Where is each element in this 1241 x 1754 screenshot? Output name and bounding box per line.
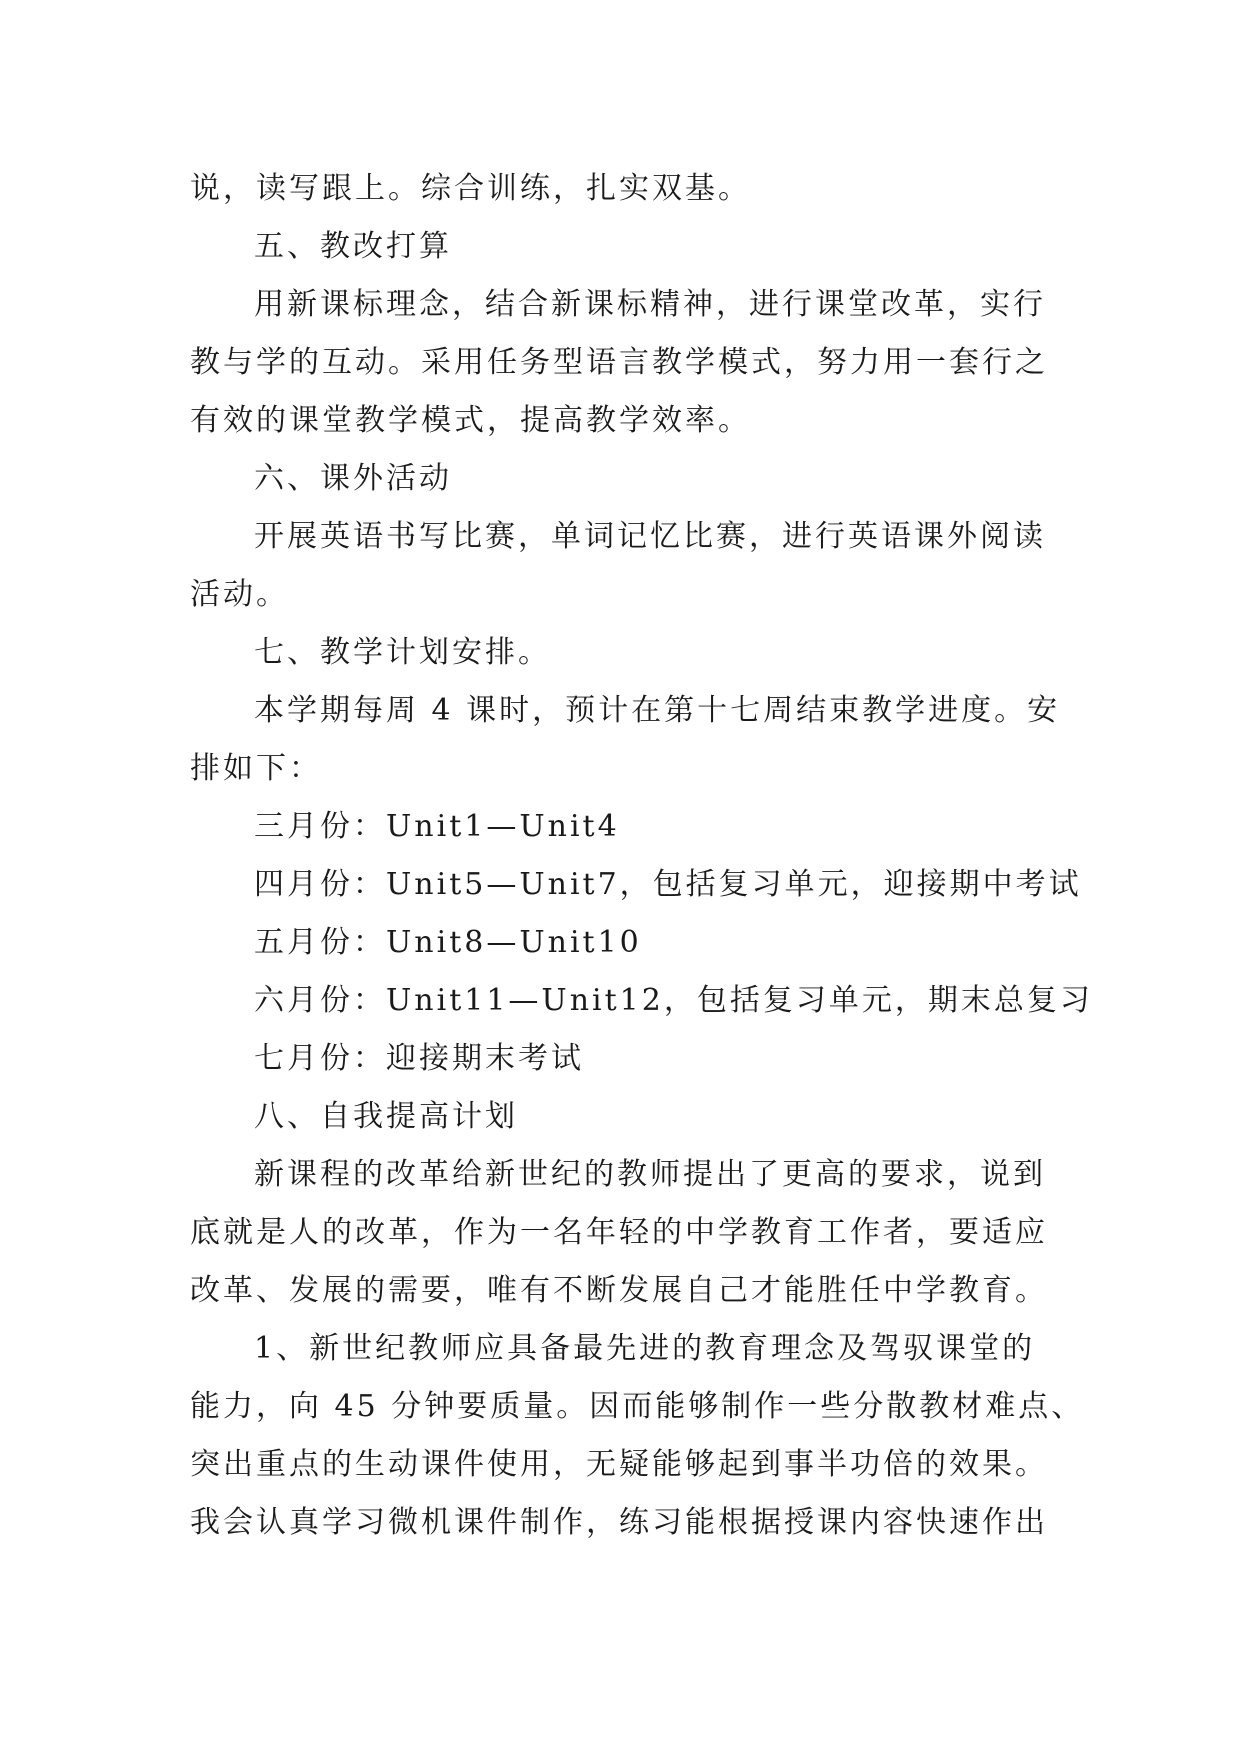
text-line: 有效的课堂教学模式，提高教学效率。 bbox=[190, 403, 751, 438]
schedule-item: 五月份：Unit8—Unit10 bbox=[254, 925, 642, 960]
text-line: 本学期每周 4 课时，预计在第十七周结束教学进度。安 bbox=[254, 693, 1061, 728]
text-line: 新课程的改革给新世纪的教师提出了更高的要求，说到 bbox=[254, 1157, 1046, 1192]
text-line: 改革、发展的需要，唯有不断发展自己才能胜任中学教育。 bbox=[190, 1273, 1048, 1308]
text-line: 能力，向 45 分钟要质量。因而能够制作一些分散教材难点、 bbox=[190, 1389, 1085, 1424]
schedule-item: 四月份：Unit5—Unit7，包括复习单元，迎接期中考试 bbox=[254, 867, 1082, 902]
schedule-item: 六月份：Unit11—Unit12，包括复习单元，期末总复习 bbox=[254, 983, 1093, 1018]
text-line: 1、新世纪教师应具备最先进的教育理念及驾驭课堂的 bbox=[254, 1331, 1036, 1366]
schedule-item: 七月份：迎接期末考试 bbox=[254, 1041, 584, 1076]
text-line: 排如下： bbox=[190, 751, 322, 786]
text-line: 活动。 bbox=[190, 577, 289, 612]
section-heading-6: 六、课外活动 bbox=[254, 461, 452, 496]
text-line: 教与学的互动。采用任务型语言教学模式，努力用一套行之 bbox=[190, 345, 1048, 380]
text-line: 底就是人的改革，作为一名年轻的中学教育工作者，要适应 bbox=[190, 1215, 1048, 1250]
section-heading-7: 七、教学计划安排。 bbox=[254, 635, 551, 670]
document-body bbox=[190, 160, 1093, 1552]
text-line: 开展英语书写比赛，单词记忆比赛，进行英语课外阅读 bbox=[254, 519, 1046, 554]
text-line: 说，读写跟上。综合训练，扎实双基。 bbox=[190, 171, 751, 206]
text-line: 用新课标理念，结合新课标精神，进行课堂改革，实行 bbox=[254, 287, 1046, 322]
section-heading-5: 五、教改打算 bbox=[254, 229, 452, 264]
section-heading-8: 八、自我提高计划 bbox=[254, 1099, 518, 1134]
text-line: 突出重点的生动课件使用，无疑能够起到事半功倍的效果。 bbox=[190, 1447, 1048, 1482]
schedule-item: 三月份：Unit1—Unit4 bbox=[254, 809, 620, 844]
text-line: 我会认真学习微机课件制作，练习能根据授课内容快速作出 bbox=[190, 1505, 1048, 1540]
